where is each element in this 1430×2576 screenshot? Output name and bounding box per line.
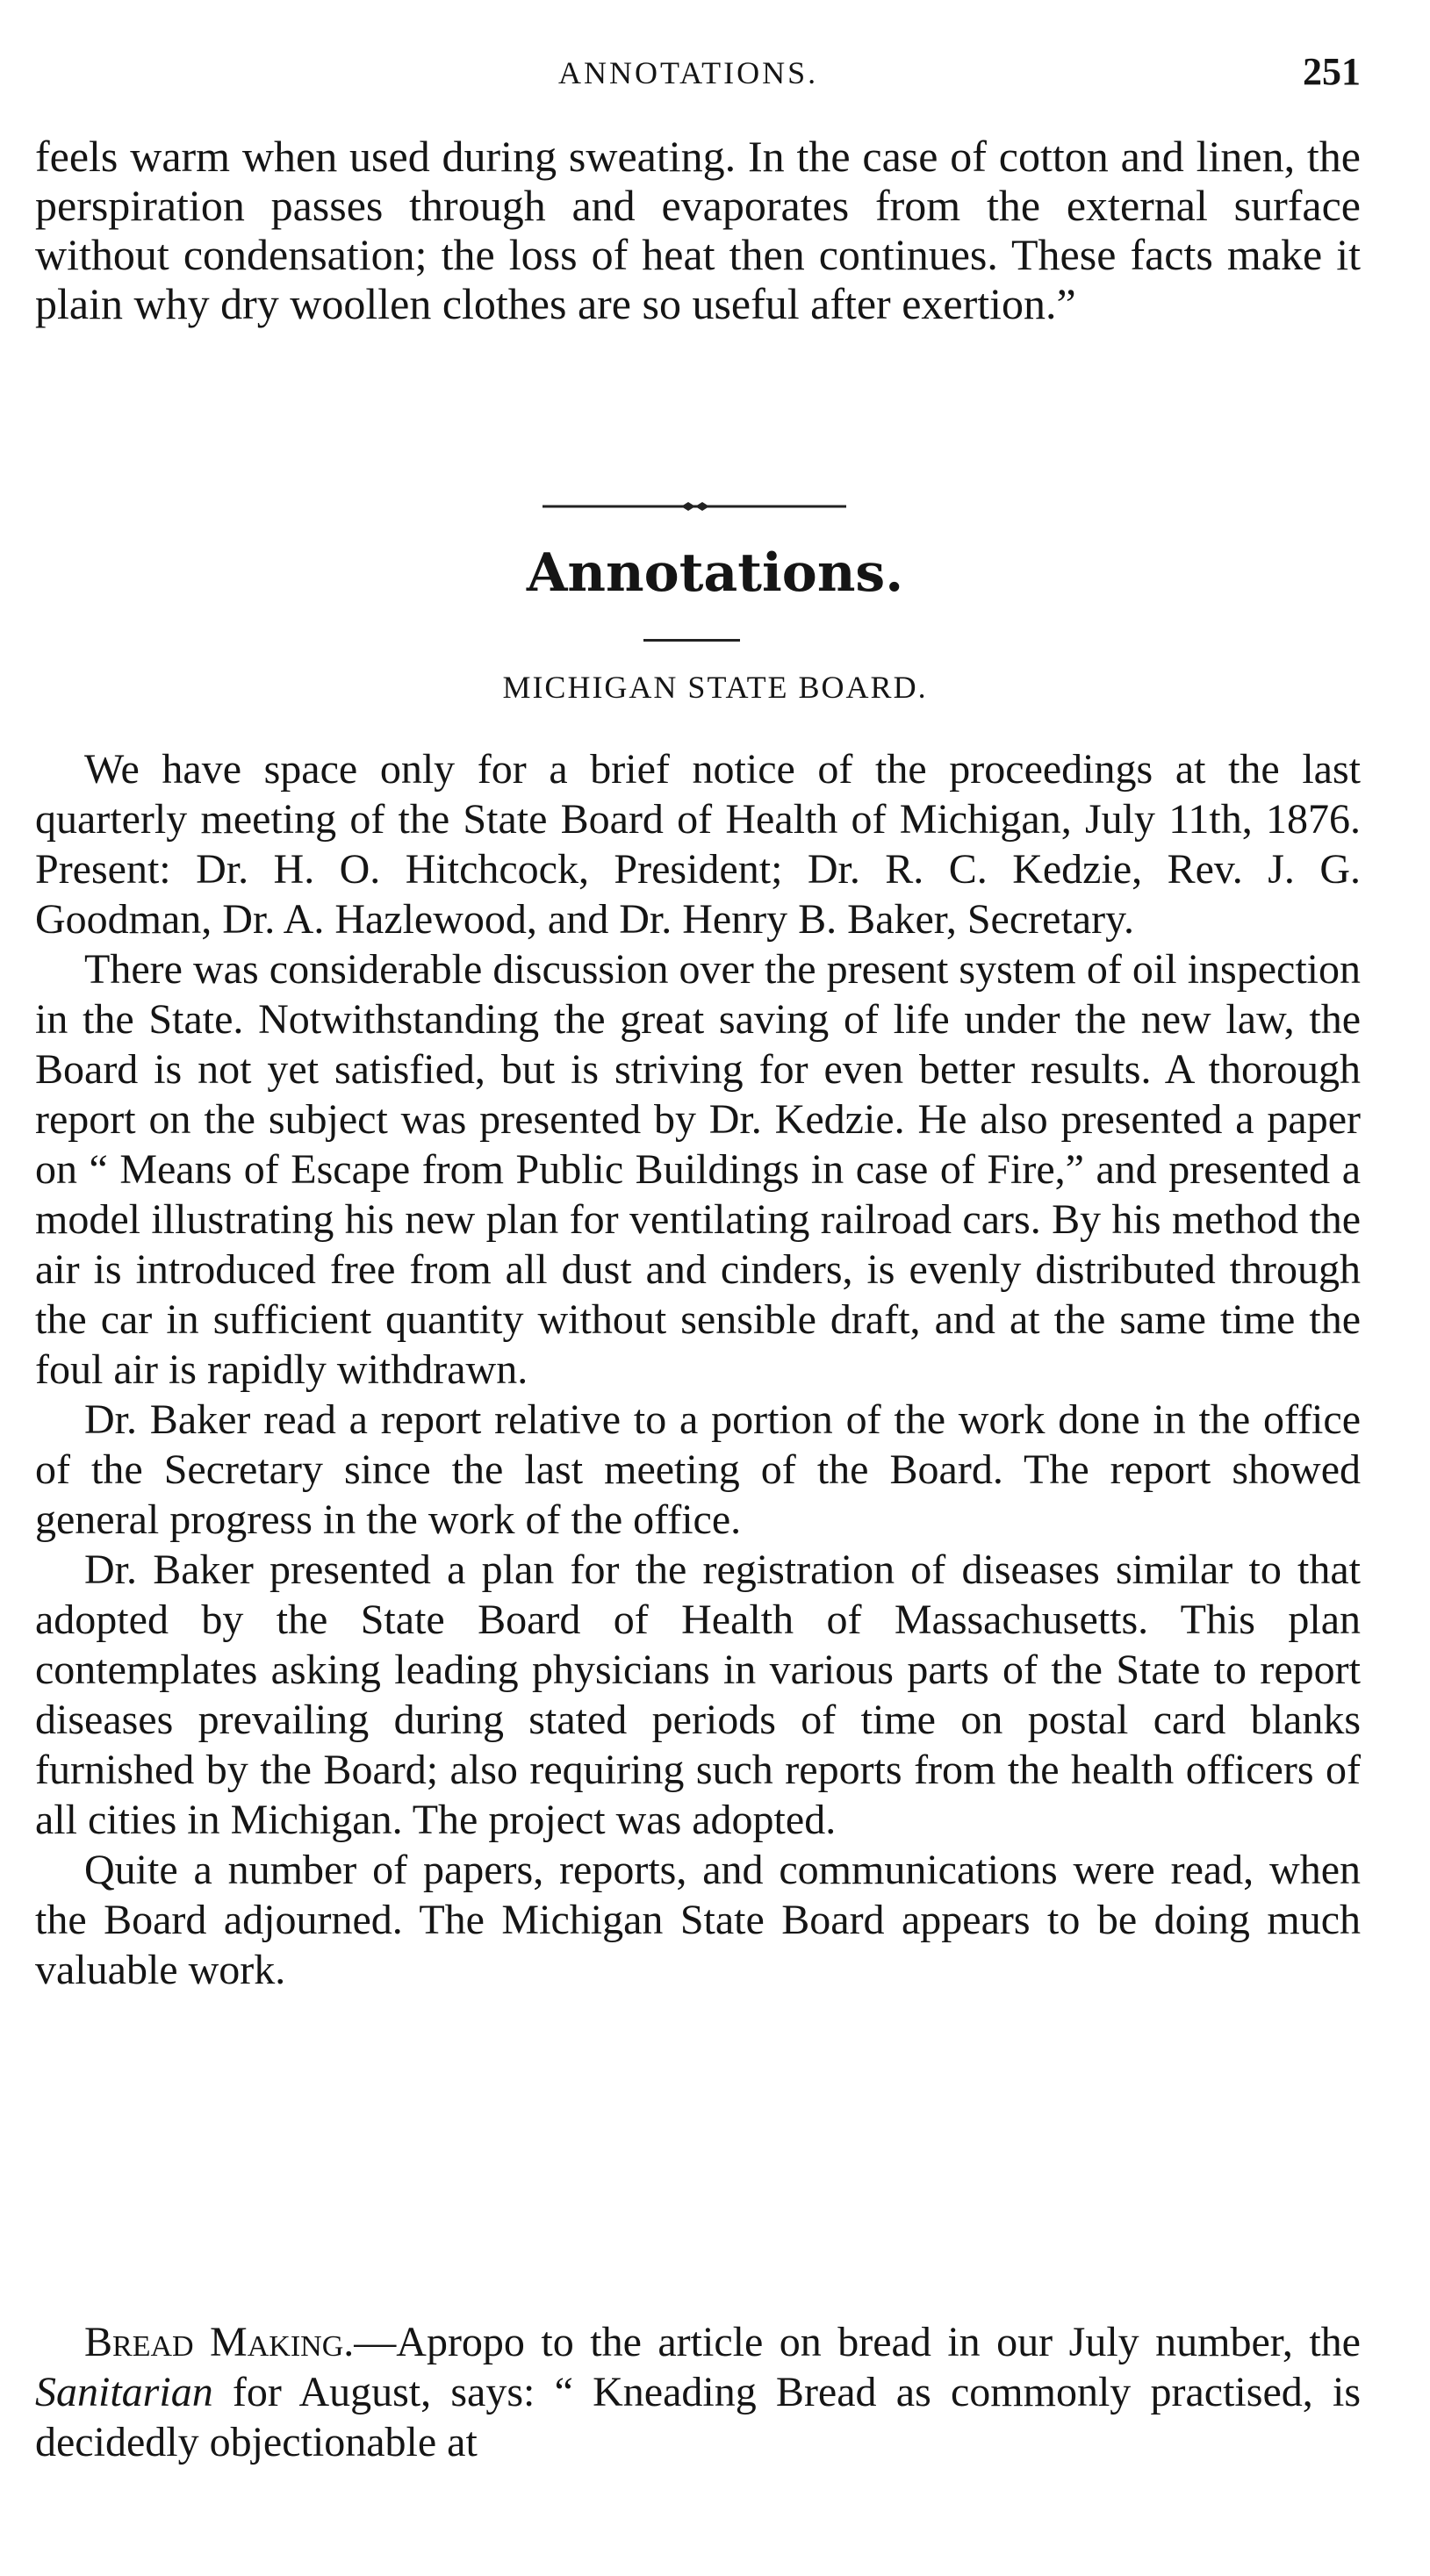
article-paragraph: Quite a number of papers, reports, and communications were read, when the Board adjourned. The Michigan State Board appears to be doing much valuable work.: [35, 1847, 1361, 1993]
continuation-paragraph: feels warm when used during sweating. In the case of cotton and linen, the perspiration passes through and evaporates from the external surface without condensation; the loss of heat then continues. These facts make it plain why dry woollen clothes are so useful after exertion.”: [35, 132, 1361, 328]
article-paragraph: Dr. Baker presented a plan for the registration of diseases similar to that adopted by the State Board of Health of Massachusetts. This plan contemplates asking leading physicians in various parts of the State to report diseases prevailing during stated periods of time on postal card blanks furnished by the Board; also requiring such reports from the health officers of all cities in Michigan. The project was adopted.: [35, 1546, 1361, 1843]
bread-text: —Apropo to the article on bread in our July number, the: [354, 2319, 1361, 2365]
journal-title: Sanitarian: [35, 2369, 213, 2415]
article-body: [35, 744, 1361, 1995]
title-rule: [643, 639, 740, 642]
section-title: Annotations.: [526, 542, 904, 604]
article-paragraph: Dr. Baker read a report relative to a portion of the work done in the office of the Secretary since the last meeting of the Board. The report showed general progress in the work of the office.: [35, 1396, 1361, 1543]
ornamental-rule: [543, 500, 846, 513]
article-subhead: MICHIGAN STATE BOARD.: [502, 670, 928, 705]
article-paragraph: There was considerable discussion over the present system of oil inspection in the State. Notwithstanding the great saving of life under the new law, the Board is not yet satisfied, but is striving for even better results. A thorough report on the subject was presented by Dr. Kedzie. He also presented a paper on “ Means of Escape from Public Buildings in case of Fire,” and presented a model illustrating his new plan for ventilating railroad cars. By his method the air is introduced free from all dust and cinders, is evenly distributed through the car in sufficient quantity without sensible draft, and at the same time the foul air is rapidly withdrawn.: [35, 946, 1361, 1393]
article-paragraph: We have space only for a brief notice of the proceedings at the last quarterly meeting of the State Board of Health of Michigan, July 11th, 1876. Present: Dr. H. O. Hitchcock, President; Dr. R. C. Kedzie, Rev. J. G. Goodman, Dr. A. Hazlewood, and Dr. Henry B. Baker, Secretary.: [35, 746, 1361, 943]
bread-heading: Bread Making.: [84, 2319, 355, 2365]
running-title: ANNOTATIONS.: [558, 55, 819, 90]
bread-making-paragraph: [35, 2317, 1361, 2467]
page-header: [35, 49, 1361, 102]
page-number: 251: [1303, 50, 1361, 93]
bread-text-continued: for August, says: “ Kneading Bread as commonly practised, is decidedly objectionable at: [35, 2369, 1361, 2465]
